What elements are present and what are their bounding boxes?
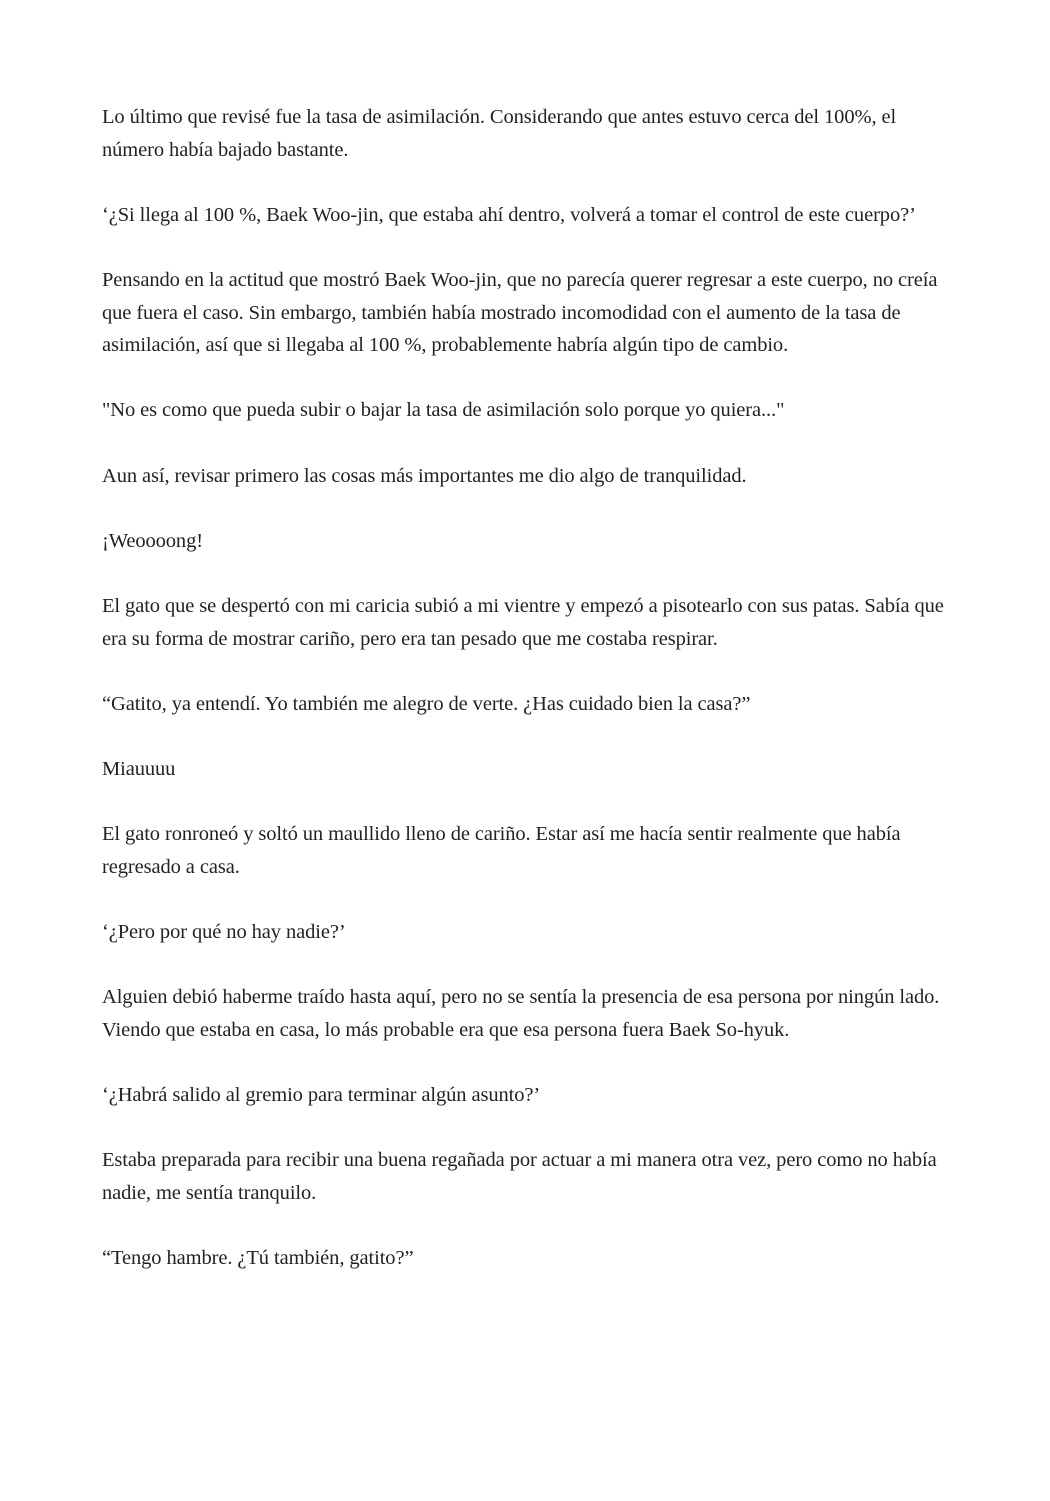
paragraph-dialogue-cat: “Gatito, ya entendí. Yo también me alegro de verte. ¿Has cuidado bien la casa?”: [102, 692, 751, 715]
paragraph-dialogue-hungry: “Tengo hambre. ¿Tú también, gatito?”: [102, 1246, 414, 1269]
document-page: [102, 101, 962, 1307]
paragraph-tranquility: Aun así, revisar primero las cosas más importantes me dio algo de tranquilidad.: [102, 464, 747, 487]
paragraph-thought-nobody: ‘¿Pero por qué no hay nadie?’: [102, 920, 346, 943]
paragraph-dialogue-rate: "No es como que pueda subir o bajar la tasa de asimilación solo porque yo quiera...": [102, 399, 785, 422]
paragraph-someone-brought: Alguien debió haberme traído hasta aquí, pero no se sentía la presencia de esa persona por ningún lado. Viendo que estaba en casa, lo más probable era que esa persona fuera Baek So-hyuk.: [102, 986, 940, 1041]
paragraph-scolding: Estaba preparada para recibir una buena regañada por actuar a mi manera otra vez, pero como no había nadie, me sentía tranquilo.: [102, 1149, 937, 1204]
paragraph-thought-control: ‘¿Si llega al 100 %, Baek Woo-jin, que estaba ahí dentro, volverá a tomar el control de este cuerpo?’: [102, 203, 916, 226]
paragraph-thought-guild: ‘¿Habrá salido al gremio para terminar algún asunto?’: [102, 1083, 541, 1106]
paragraph-sound-effect: ¡Weoooong!: [102, 529, 203, 552]
paragraph-meow: Miauuuu: [102, 757, 176, 780]
paragraph-assimilation-rate: Lo último que revisé fue la tasa de asimilación. Considerando que antes estuvo cerca del 100%, el número había bajado bastante.: [102, 106, 897, 161]
paragraph-cat-kneading: El gato que se despertó con mi caricia subió a mi vientre y empezó a pisotearlo con sus patas. Sabía que era su forma de mostrar cariño, pero era tan pesado que me costaba respirar.: [102, 594, 944, 650]
paragraph-woojin-attitude: Pensando en la actitud que mostró Baek Woo-jin, que no parecía querer regresar a este cuerpo, no creía que fuera el caso. Sin embargo, también había mostrado incomodidad con el aumento de la tasa de asimilación, así que si llegaba al 100 %, probablemente habría algún tipo de cambio.: [102, 268, 938, 357]
paragraph-cat-purr: El gato ronroneó y soltó un maullido lleno de cariño. Estar así me hacía sentir realmente que había regresado a casa.: [102, 823, 901, 878]
